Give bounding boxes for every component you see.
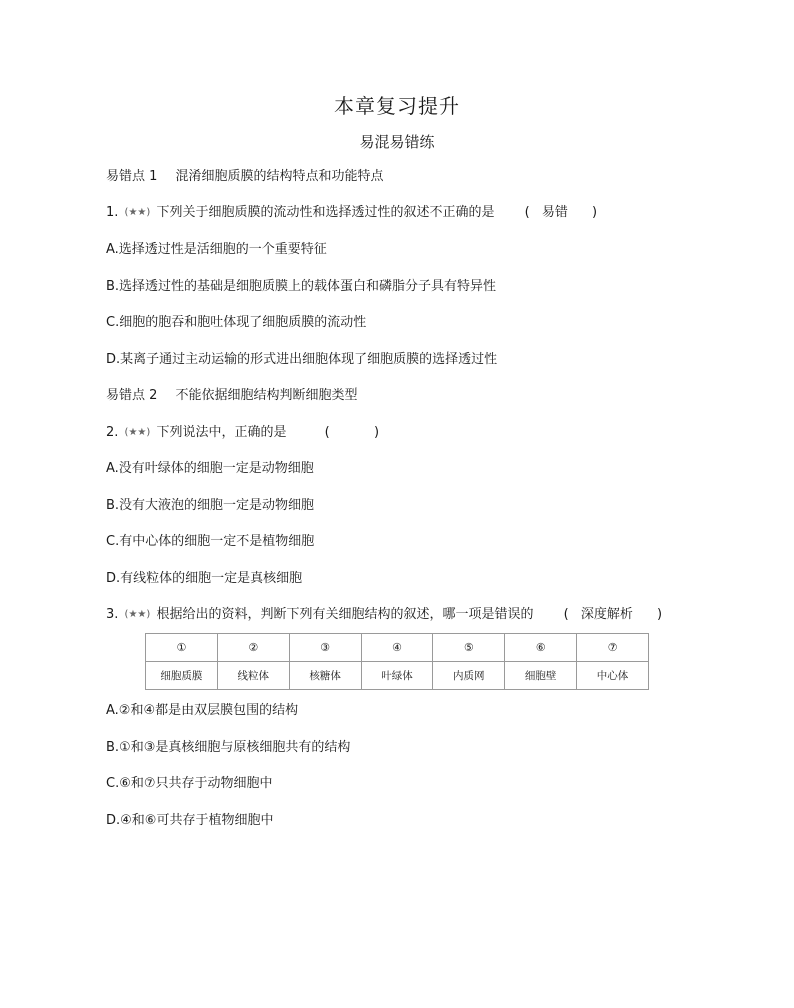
question-3-stem: [106, 606, 662, 624]
option-2c: C.有中心体的细胞一定不是植物细胞: [106, 534, 315, 549]
question-2-stem: [106, 424, 379, 442]
answer-paren-close: ): [373, 425, 380, 440]
difficulty-badge: (★★): [124, 427, 151, 438]
table-row-numbers: [146, 634, 649, 662]
question-text: 下列关于细胞质膜的流动性和选择透过性的叙述不正确的是: [156, 205, 495, 220]
section-label: 易错点 1: [106, 169, 158, 184]
question-tag: 深度解析: [580, 607, 633, 622]
option-2a: A.没有叶绿体的细胞一定是动物细胞: [106, 461, 314, 476]
table-cell: ⑥: [505, 634, 577, 662]
difficulty-badge: (★★): [124, 609, 151, 620]
table-cell: 细胞壁: [505, 662, 577, 690]
difficulty-badge: (★★): [124, 207, 151, 218]
page-subtitle: 易混易错练: [359, 133, 435, 151]
table-cell: 细胞质膜: [146, 662, 218, 690]
page-title: 本章复习提升: [334, 94, 460, 118]
option-3b: B.①和③是真核细胞与原核细胞共有的结构: [106, 740, 351, 755]
cell-structure-table: [145, 633, 649, 690]
option-2b: B.没有大液泡的细胞一定是动物细胞: [106, 498, 315, 513]
table-cell: ③: [289, 634, 361, 662]
question-number: 1.: [106, 205, 119, 220]
table-cell: ⑤: [433, 634, 505, 662]
question-1-stem: [106, 204, 597, 222]
section-heading-2: [106, 387, 358, 405]
question-tag: 易错: [541, 205, 568, 220]
section-heading-1: [106, 168, 384, 186]
question-number: 2.: [106, 425, 119, 440]
table-cell: 内质网: [433, 662, 505, 690]
question-text: 下列说法中，正确的是: [156, 425, 287, 440]
star-icon: ★★: [128, 207, 147, 218]
table-cell: ⑦: [577, 634, 649, 662]
question-number: 3.: [106, 607, 119, 622]
answer-paren-close: ): [591, 205, 598, 220]
star-icon: ★★: [128, 609, 147, 620]
table-cell: 叶绿体: [361, 662, 433, 690]
option-1c: C.细胞的胞吞和胞吐体现了细胞质膜的流动性: [106, 315, 367, 330]
table-cell: ④: [361, 634, 433, 662]
option-1a: A.选择透过性是活细胞的一个重要特征: [106, 242, 327, 257]
option-3a: A.②和④都是由双层膜包围的结构: [106, 703, 299, 718]
table-row-names: [146, 662, 649, 690]
answer-paren-close: ): [656, 607, 663, 622]
option-1d: D.某离子通过主动运输的形式进出细胞体现了细胞质膜的选择透过性: [106, 352, 498, 367]
answer-paren-open: (: [524, 205, 530, 220]
option-2d: D.有线粒体的细胞一定是真核细胞: [106, 571, 303, 586]
section-title: 混淆细胞质膜的结构特点和功能特点: [175, 169, 384, 184]
option-3c: C.⑥和⑦只共存于动物细胞中: [106, 776, 273, 791]
question-text: 根据给出的资料，判断下列有关细胞结构的叙述，哪一项是错误的: [156, 607, 534, 622]
table-cell: ②: [217, 634, 289, 662]
section-label: 易错点 2: [106, 388, 158, 403]
table-cell: 核糖体: [289, 662, 361, 690]
option-3d: D.④和⑥可共存于植物细胞中: [106, 813, 274, 828]
table-cell: 中心体: [577, 662, 649, 690]
answer-paren-open: (: [563, 607, 569, 622]
section-title: 不能依据细胞结构判断细胞类型: [175, 388, 358, 403]
answer-paren-open: (: [324, 425, 330, 440]
table-cell: ①: [146, 634, 218, 662]
star-icon: ★★: [128, 427, 147, 438]
table-cell: 线粒体: [217, 662, 289, 690]
option-1b: B.选择透过性的基础是细胞质膜上的载体蛋白和磷脂分子具有特异性: [106, 279, 497, 294]
